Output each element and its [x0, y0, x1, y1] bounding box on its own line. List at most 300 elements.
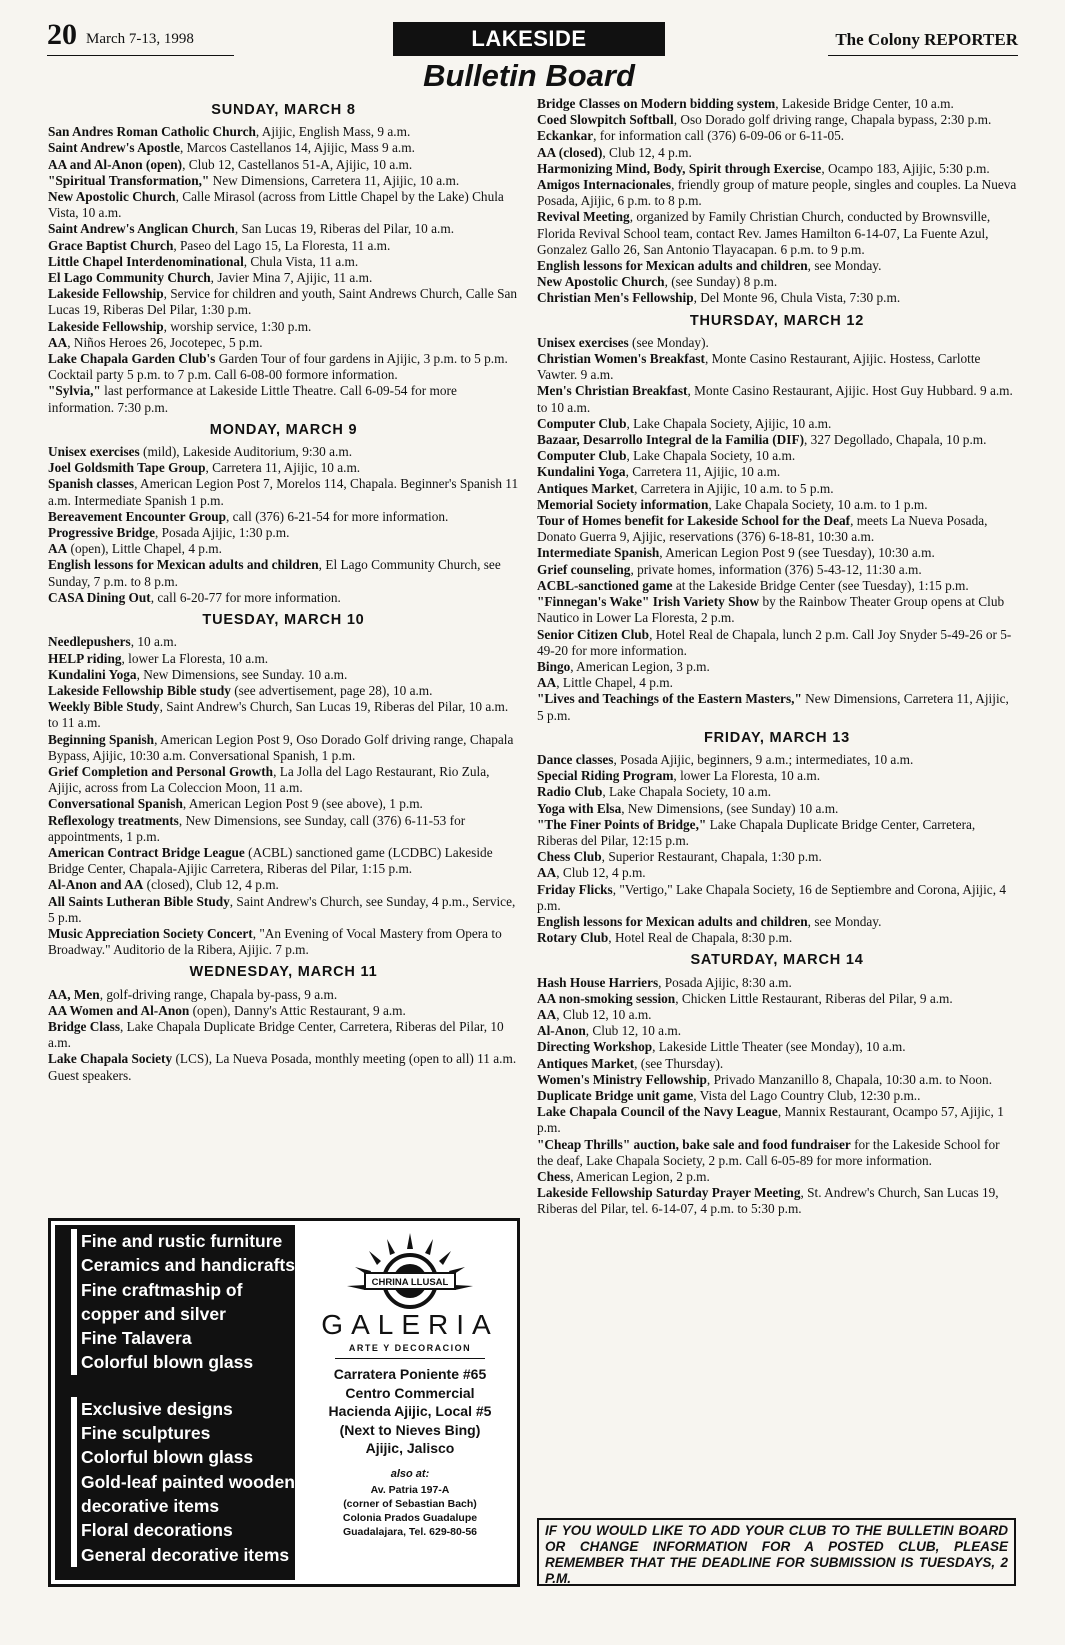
bulletin-entry — [48, 877, 519, 893]
entry-name: New Apostolic Church — [537, 274, 665, 290]
entry-name: AA (closed) — [537, 144, 603, 160]
day-heading: MONDAY, MARCH 9 — [209, 421, 358, 438]
bulletin-entry — [48, 732, 519, 764]
ad-product-item: General decorative items — [81, 1544, 290, 1565]
ad-product-item: Fine craftmaship of — [81, 1279, 243, 1300]
entry-details: at the Lakeside Bridge Center (see Tuesday), 1:15 p.m. — [672, 577, 969, 593]
entry-details: (closed), Club 12, 4 p.m. — [143, 877, 279, 893]
bulletin-entry — [537, 849, 1017, 865]
entry-details: , New Dimensions, see Sunday, call (376) 6-11-53 for appointments, 1 p.m. — [48, 812, 466, 844]
entry-name: Music Appreciation Society Concert — [48, 925, 253, 941]
entry-details: (ACBL) sanctioned game (LCDBC) Lakeside Bridge Center, Chapala-Ajijic Carretera, Riberas del Pilar, 1:15 p.m. — [48, 844, 493, 877]
entry-name: AA — [537, 1006, 557, 1022]
entry-details: last performance at Lakeside Little Theatre. Call 6-09-54 for more information. 7:30 p.m. — [48, 383, 457, 415]
bulletin-entry — [48, 509, 519, 525]
entry-name: AA Women and Al-Anon — [48, 1002, 190, 1018]
logo-text: CHRINA LLUSAL — [371, 1277, 449, 1288]
entry-details: , Marcos Castellanos 14, Ajijic, Mass 9 a.m. — [180, 140, 415, 156]
entry-name: Directing Workshop — [537, 1039, 653, 1055]
entry-name: Tour of Homes benefit for Lakeside School for the Deaf — [537, 513, 851, 529]
entry-details: (open), Little Chapel, 4 p.m. — [67, 541, 222, 557]
bulletin-entry — [48, 124, 519, 140]
bulletin-entry — [537, 784, 1017, 800]
entry-name: AA — [537, 675, 557, 691]
bulletin-entry — [537, 627, 1017, 659]
entry-details: , Club 12, 4 p.m. — [602, 144, 692, 160]
entry-name: Lake Chapala Society — [48, 1051, 173, 1067]
entry-details: , Chicken Little Restaurant, Riberas del Pilar, 9 a.m. — [675, 990, 953, 1006]
bulletin-entry — [537, 1056, 1017, 1072]
entry-name: Hash House Harriers — [537, 974, 659, 990]
entry-details: , Ocampo 183, Ajijic, 5:30 p.m. — [821, 160, 990, 176]
entry-name: Reflexology treatments — [48, 812, 179, 828]
bulletin-entry — [48, 1003, 519, 1019]
bulletin-entry — [48, 764, 519, 796]
entry-name: Antiques Market — [537, 1055, 635, 1071]
entry-name: Computer Club — [537, 448, 627, 464]
entry-details: (see advertisement, page 28), 10 a.m. — [230, 682, 433, 698]
entry-name: Kundalini Yoga — [537, 464, 626, 480]
bulletin-entry — [48, 189, 519, 221]
bulletin-entry — [48, 444, 519, 460]
bulletin-entry — [537, 562, 1017, 578]
entry-details: , golf-driving range, Chapala by-pass, 9 a.m. — [99, 986, 338, 1002]
bulletin-entry — [48, 319, 519, 335]
entry-details: (mild), Lakeside Auditorium, 9:30 a.m. — [139, 444, 353, 460]
page-title: Bulletin Board — [423, 58, 635, 93]
entry-details: , American Legion, 2 p.m. — [570, 1169, 710, 1184]
bulletin-entry — [537, 1023, 1017, 1039]
ad-product-item: Fine Talavera — [81, 1328, 192, 1349]
entry-details: , New Dimensions, (see Sunday) 10 a.m. — [621, 800, 839, 816]
entry-details: , Monte Casino Restaurant, Ajijic. Host Guy Hubbard. 9 a.m. to 10 a.m. — [537, 383, 1013, 415]
entry-name: Harmonizing Mind, Body, Spirit through Exercise — [537, 160, 822, 176]
entry-name: Al-Anon — [537, 1023, 586, 1039]
entry-details: , Lakeside Bridge Center, 10 a.m. — [775, 96, 954, 111]
entry-name: San Andres Roman Catholic Church — [48, 124, 256, 140]
entry-details: , see Monday. — [807, 258, 882, 274]
entry-name: Revival Meeting — [537, 209, 630, 225]
entry-name: Antiques Market — [537, 480, 635, 496]
bulletin-entry — [537, 752, 1017, 768]
ad-product-item: Fine sculptures — [81, 1423, 211, 1444]
bulletin-entry — [537, 1104, 1017, 1136]
bulletin-entry — [537, 1137, 1017, 1169]
bulletin-entry — [48, 987, 519, 1003]
bulletin-entry — [537, 335, 1017, 351]
entry-details: , Niños Heroes 26, Jocotepec, 5 p.m. — [67, 334, 263, 350]
entry-name: Bazaar, Desarrollo Integral de la Familia (DIF) — [537, 432, 805, 448]
bulletin-entry — [48, 1019, 519, 1051]
entry-name: Men's Christian Breakfast — [537, 383, 688, 399]
entry-name: HELP riding — [48, 650, 122, 666]
entry-details: , Vista del Lago Country Club, 12:30 p.m.. — [693, 1087, 921, 1103]
entry-details: , Chula Vista, 11 a.m. — [243, 253, 359, 269]
entry-details: , Lake Chapala Society, 10 a.m. to 1 p.m. — [708, 496, 928, 512]
entry-name: Computer Club — [537, 415, 627, 431]
entry-name: Duplicate Bridge unit game — [537, 1087, 694, 1103]
bulletin-entry — [537, 1185, 1017, 1217]
entry-name: Saint Andrew's Apostle — [48, 140, 181, 156]
ad-also-label: also at: — [390, 1467, 430, 1480]
bulletin-entry — [537, 290, 1017, 306]
entry-name: Women's Ministry Fellowship — [537, 1071, 707, 1087]
deadline-notice: IF YOU WOULD LIKE TO ADD YOUR CLUB TO THE BULLETIN BOARD OR CHANGE INFORMATION FOR A POSTED CLUB, PLEASE REMEMBER THAT THE DEADLINE FOR SUBMISSION IS TUESDAYS, 2 P.M. — [537, 1518, 1016, 1586]
bulletin-entry — [537, 96, 1017, 112]
bulletin-entry — [48, 894, 519, 926]
bulletin-entry — [48, 557, 519, 589]
bulletin-entry — [537, 675, 1017, 691]
entry-details: , see Monday. — [807, 913, 882, 929]
entry-name: AA non-smoking session — [537, 990, 676, 1006]
ad-address-line: Centro Commercial — [345, 1384, 475, 1401]
entry-details: , American Legion, 3 p.m. — [570, 658, 710, 674]
bulletin-entry — [537, 274, 1017, 290]
bulletin-entry — [48, 383, 519, 415]
bulletin-entry — [48, 926, 519, 958]
entry-name: All Saints Lutheran Bible Study — [48, 893, 230, 909]
day-heading: FRIDAY, MARCH 13 — [703, 729, 850, 746]
entry-name: Friday Flicks — [537, 881, 613, 897]
ad-address-line: Colonia Prados Guadalupe — [342, 1511, 478, 1524]
ad-product-item: Colorful blown glass — [81, 1447, 254, 1468]
ad-address-line: Av. Patria 197-A — [370, 1483, 450, 1496]
entry-name: Lakeside Fellowship — [48, 318, 164, 334]
entry-name: Dance classes — [537, 751, 614, 767]
entry-name: Conversational Spanish — [48, 796, 183, 812]
entry-name: "Lives and Teachings of the Eastern Masters," — [537, 691, 802, 707]
entry-details: , Calle Mirasol (across from Little Chapel by the Lake) Chula Vista, 10 a.m. — [48, 189, 504, 221]
entry-name: Eckankar — [537, 128, 594, 144]
bulletin-entry — [537, 882, 1017, 914]
ad-product-item: copper and silver — [81, 1303, 226, 1324]
day-heading: SATURDAY, MARCH 14 — [690, 952, 864, 969]
entry-details: by the Rainbow Theater Group opens at Club Nautico in Lower La Floresta, 2 p.m. — [537, 594, 1005, 626]
entry-name: Radio Club — [537, 784, 603, 800]
entry-name: Bridge Class — [48, 1018, 121, 1034]
entry-name: CASA Dining Out — [48, 589, 151, 605]
entry-details: , La Jolla del Lago Restaurant, Rio Zula, Ajijic, across from La Coleccion Moon, 11 a.m. — [48, 763, 490, 796]
bulletin-entry — [48, 460, 519, 476]
entry-details: , meets La Nueva Posada, Donato Guerra 9, Ajijic, reservations (376) 6-18-81, 10:30 a.m. — [537, 513, 988, 545]
entry-details: , Paseo del Lago 15, La Floresta, 11 a.m. — [173, 237, 391, 253]
bulletin-entry — [537, 594, 1017, 626]
entry-name: New Apostolic Church — [48, 189, 176, 205]
entry-details: , Club 12, Castellanos 51-A, Ajijic, 10 a.m. — [182, 156, 413, 172]
ad-address-line: Carratera Poniente #65 — [333, 1366, 487, 1382]
section-label: LAKESIDE — [393, 22, 665, 56]
entry-name: Beginning Spanish — [48, 731, 155, 747]
entry-name: Amigos Internacionales — [537, 177, 672, 193]
entry-name: "The Finer Points of Bridge," — [537, 816, 707, 832]
entry-details: , for information call (376) 6-09-06 or 6-11-05. — [593, 128, 845, 144]
entry-details: , 327 Degollado, Chapala, 10 p.m. — [804, 432, 987, 448]
bulletin-entry — [48, 699, 519, 731]
ad-address-line: Guadalajara, Tel. 629-80-56 — [342, 1525, 478, 1538]
entry-details: , Posada Ajijic, beginners, 9 a.m.; intermediates, 10 a.m. — [613, 751, 914, 767]
left-column — [48, 96, 519, 1084]
bulletin-entry — [537, 128, 1017, 144]
bulletin-entry — [537, 659, 1017, 675]
entry-name: ACBL-sanctioned game — [537, 577, 673, 593]
bulletin-entry — [537, 991, 1017, 1007]
bulletin-entry — [537, 209, 1017, 258]
entry-details: , Lake Chapala Duplicate Bridge Center, Carretera, Riberas del Pilar, 10 a.m. — [48, 1018, 504, 1051]
entry-name: Al-Anon and AA — [48, 877, 144, 893]
entry-name: Senior Citizen Club — [537, 626, 650, 642]
ad-address-secondary — [303, 1483, 517, 1539]
right-column — [537, 96, 1017, 1218]
entry-name: Progressive Bridge — [48, 525, 155, 541]
day-heading: SUNDAY, MARCH 8 — [211, 102, 356, 118]
bulletin-entry — [48, 1051, 519, 1083]
entry-details: , 10 a.m. — [130, 634, 177, 650]
entry-details: , worship service, 1:30 p.m. — [163, 318, 312, 334]
entry-details: , Privado Manzanillo 8, Chapala, 10:30 a.m. to Noon. — [706, 1071, 993, 1087]
ad-address-line: (corner of Sebastian Bach) — [343, 1497, 477, 1510]
bulletin-entry — [48, 541, 519, 557]
bulletin-entry — [537, 768, 1017, 784]
entry-details: (see Monday). — [628, 334, 709, 350]
entry-name: Lake Chapala Garden Club's — [48, 351, 216, 367]
ad-address — [303, 1365, 517, 1458]
ad-address-line: Ajijic, Jalisco — [365, 1440, 455, 1456]
galeria-advertisement — [48, 1218, 520, 1587]
entry-details: , Del Monte 96, Chula Vista, 7:30 p.m. — [693, 290, 901, 306]
entry-name: Unisex exercises — [537, 334, 629, 350]
ad-product-group-2 — [71, 1397, 295, 1567]
entry-name: Yoga with Elsa — [537, 800, 622, 816]
entry-details: , (see Sunday) 8 p.m. — [664, 274, 778, 290]
ad-tagline: ARTE Y DECORACION — [348, 1343, 472, 1353]
entry-details: , San Lucas 19, Riberas del Pilar, 10 a.m. — [234, 221, 455, 237]
bulletin-entry — [48, 796, 519, 812]
entry-name: Chess Club — [537, 849, 602, 865]
ad-product-item: Ceramics and handicrafts — [81, 1255, 295, 1276]
bulletin-entry — [537, 865, 1017, 881]
ad-product-group-1 — [71, 1229, 295, 1375]
bulletin-entry — [48, 173, 519, 189]
entry-details: , friendly group of mature people, singles and couples. La Nueva Posada, Ajijic, 6 p.m. to 8 p.m. — [537, 177, 1017, 209]
entry-name: Grace Baptist Church — [48, 237, 174, 253]
entry-name: AA — [48, 334, 68, 350]
entry-details: , Monte Casino Restaurant, Ajijic. Hostess, Carlotte Vawter. 9 a.m. — [537, 351, 981, 383]
entry-details: , Little Chapel, 4 p.m. — [556, 675, 673, 691]
entry-name: Lakeside Fellowship Saturday Prayer Meeting — [537, 1185, 801, 1201]
entry-details: (open), Danny's Attic Restaurant, 9 a.m. — [189, 1002, 406, 1018]
bulletin-entry — [48, 221, 519, 237]
entry-name: Bridge Classes on Modern bidding system — [537, 96, 776, 111]
entry-details: New Dimensions, Carretera 11, Ajijic, 5 p.m. — [537, 691, 1009, 723]
bulletin-entry — [48, 335, 519, 351]
bulletin-entry — [537, 432, 1017, 448]
entry-name: Saint Andrew's Anglican Church — [48, 221, 235, 237]
bulletin-entry — [537, 351, 1017, 383]
bulletin-entry — [537, 1088, 1017, 1104]
bulletin-entry — [48, 238, 519, 254]
entry-name: Needlepushers — [48, 634, 131, 650]
entry-name: "Cheap Thrills" auction, bake sale and food fundraiser — [537, 1136, 851, 1152]
ad-product-list — [55, 1225, 295, 1580]
entry-details: , Lake Chapala Society, 10 a.m. — [602, 784, 772, 800]
sun-logo-icon — [335, 1231, 485, 1309]
entry-details: , organized by Family Christian Church, conducted by Brownsville, Florida Revival School team, contact Rev. James Hamilton 6-14-07, La Fuente Azul, Gonzalez Gallo 26, San Antonio Tlayacapan. 6 p.m. to 9 p.m. — [537, 209, 991, 257]
entry-name: Bereavement Encounter Group — [48, 508, 227, 524]
entry-name: Christian Men's Fellowship — [537, 290, 694, 306]
entry-name: Memorial Society information — [537, 496, 709, 512]
entry-name: Little Chapel Interdenominational — [48, 253, 244, 269]
entry-name: American Contract Bridge League — [48, 844, 245, 860]
entry-details: , Club 12, 10 a.m. — [556, 1006, 652, 1022]
bulletin-entry — [537, 112, 1017, 128]
bulletin-entry — [537, 975, 1017, 991]
bulletin-entry — [537, 930, 1017, 946]
entry-name: Intermediate Spanish — [537, 545, 660, 561]
entry-details: , private homes, information (376) 5-43-12, 11:30 a.m. — [630, 561, 922, 577]
paper-name: The Colony REPORTER — [835, 30, 1018, 49]
entry-details: Garden Tour of four gardens in Ajijic, 3 p.m. to 5 p.m. Cocktail party 5 p.m. to 7 p.m. Call 6-08-00 formore information. — [48, 351, 508, 383]
bulletin-entry — [48, 813, 519, 845]
entry-name: Lake Chapala Council of the Navy League — [537, 1104, 778, 1120]
entry-name: AA and Al-Anon (open) — [48, 156, 183, 172]
entry-name: AA, Men — [48, 986, 100, 1002]
entry-name: AA — [537, 865, 557, 881]
entry-name: "Finnegan's Wake" Irish Variety Show — [537, 594, 760, 610]
bulletin-entry — [48, 254, 519, 270]
entry-details: , Club 12, 10 a.m. — [585, 1023, 682, 1039]
bulletin-entry — [537, 464, 1017, 480]
entry-details: , call (376) 6-21-54 for more information. — [226, 508, 449, 524]
entry-name: "Spiritual Transformation," — [48, 172, 210, 188]
bulletin-entry — [537, 145, 1017, 161]
entry-details: , Saint Andrew's Church, see Sunday, 4 p.m., Service, 5 p.m. — [48, 893, 516, 925]
entry-name: English lessons for Mexican adults and children — [537, 913, 808, 929]
bulletin-entry — [537, 416, 1017, 432]
bulletin-entry — [48, 590, 519, 606]
bulletin-entry — [537, 801, 1017, 817]
entry-details: , Carretera in Ajijic, 10 a.m. to 5 p.m. — [634, 480, 834, 496]
entry-details: , lower La Floresta, 10 a.m. — [121, 650, 269, 666]
entry-name: Grief counseling — [537, 561, 631, 577]
masthead — [0, 0, 1065, 110]
entry-details: , "Vertigo," Lake Chapala Society, 16 de Septiembre and Corona, Ajijic, 4 p.m. — [537, 881, 1007, 913]
issue-date: March 7-13, 1998 — [86, 31, 194, 47]
page-number: 20 — [47, 18, 77, 51]
entry-name: Special Riding Program — [537, 768, 674, 784]
entry-name: Kundalini Yoga — [48, 666, 137, 682]
entry-details: , American Legion Post 9 (see Tuesday), 10:30 a.m. — [659, 545, 935, 561]
entry-name: Christian Women's Breakfast — [537, 351, 705, 367]
bulletin-entry — [48, 270, 519, 286]
entry-details: , Hotel Real de Chapala, lunch 2 p.m. Call Joy Snyder 5-49-26 or 5-49-20 for more information. — [537, 626, 1012, 658]
entry-details: , American Legion Post 7, Morelos 114, Chapala. Beginner's Spanish 11 a.m. Intermediate Spanish 1 p.m. — [48, 476, 519, 508]
entry-details: , "An Evening of Vocal Mastery from Opera to Broadway." Auditorio de la Ribera, Ajijic. 7 p.m. — [48, 925, 502, 958]
entry-name: Bingo — [537, 658, 571, 674]
entry-details: , call 6-20-77 for more information. — [150, 589, 341, 605]
entry-name: El Lago Community Church — [48, 270, 211, 286]
entry-details: , (see Thursday). — [634, 1055, 724, 1071]
entry-name: Coed Slowpitch Softball — [537, 112, 674, 128]
right-rule — [828, 55, 1018, 56]
bulletin-entry — [48, 683, 519, 699]
left-rule — [47, 55, 234, 56]
entry-details: , Carretera 11, Ajijic, 10 a.m. — [625, 464, 781, 480]
entry-name: Lakeside Fellowship — [48, 286, 164, 302]
entry-details: , American Legion Post 9 (see above), 1 p.m. — [182, 796, 423, 812]
bulletin-entry — [537, 578, 1017, 594]
ad-product-item: Fine and rustic furniture — [81, 1231, 283, 1251]
bulletin-entry — [48, 634, 519, 650]
bulletin-entry — [537, 448, 1017, 464]
entry-details: , Mannix Restaurant, Ocampo 57, Ajijic, 1 p.m. — [537, 1104, 1004, 1136]
entry-name: Spanish classes — [48, 476, 135, 492]
ad-info — [303, 1225, 517, 1580]
entry-name: English lessons for Mexican adults and children — [48, 557, 319, 573]
entry-details: Lake Chapala Duplicate Bridge Center, Carretera, Riberas del Pilar, 12:15 p.m. — [537, 816, 976, 848]
bulletin-entry — [48, 157, 519, 173]
entry-details: New Dimensions, Carretera 11, Ajijic, 10 a.m. — [209, 172, 460, 188]
bulletin-entry — [537, 1169, 1017, 1185]
day-heading: THURSDAY, MARCH 12 — [689, 312, 865, 329]
bulletin-entry — [537, 817, 1017, 849]
day-heading: WEDNESDAY, MARCH 11 — [189, 964, 378, 981]
entry-details: , American Legion Post 9, Oso Dorado Golf driving range, Chapala Bypass, Ajijic, 10:30 a.m. Conversational Spanish, 1 p.m. — [48, 731, 514, 763]
bulletin-entry — [537, 513, 1017, 545]
ad-product-item: Exclusive designs — [81, 1398, 233, 1419]
entry-name: Grief Completion and Personal Growth — [48, 763, 274, 779]
ad-product-item: Gold-leaf painted wooden — [81, 1471, 295, 1492]
entry-details: , St. Andrew's Church, San Lucas 19, Riberas del Pilar, tel. 6-14-07, 4 p.m. to 5:30 p.m. — [537, 1185, 999, 1217]
entry-name: Unisex exercises — [48, 444, 140, 460]
ad-address-line: Hacienda Ajijic, Local #5 — [328, 1403, 492, 1419]
entry-name: "Sylvia," — [48, 383, 101, 399]
entry-details: , Saint Andrew's Church, San Lucas 19, Riberas del Pilar, 10 a.m. to 11 a.m. — [48, 699, 509, 731]
entry-details: , Oso Dorado golf driving range, Chapala bypass, 2:30 p.m. — [673, 112, 992, 128]
entry-details: , Javier Mina 7, Ajijic, 11 a.m. — [210, 270, 373, 286]
bulletin-entry — [537, 545, 1017, 561]
bulletin-entry — [537, 691, 1017, 723]
entry-details: , Service for children and youth, Saint Andrews Church, Calle San Lucas 19, Riberas Del Pilar, 1:30 p.m. — [48, 286, 518, 318]
entry-details: , Lakeside Little Theater (see Monday), 10 a.m. — [652, 1039, 906, 1055]
entry-details: , New Dimensions, see Sunday. 10 a.m. — [136, 666, 348, 682]
entry-details: , Carretera 11, Ajijic, 10 a.m. — [205, 460, 361, 476]
entry-name: English lessons for Mexican adults and children — [537, 258, 808, 274]
bulletin-entry — [537, 1007, 1017, 1023]
entry-details: , Posada Ajijic, 8:30 a.m. — [658, 974, 792, 990]
entry-details: , Club 12, 4 p.m. — [556, 865, 646, 881]
entry-name: AA — [48, 541, 68, 557]
bulletin-entry — [537, 161, 1017, 177]
entry-details: , Lake Chapala Society, 10 a.m. — [626, 448, 796, 464]
entry-details: , lower La Floresta, 10 a.m. — [673, 768, 821, 784]
entry-details: for the Lakeside School for the deaf, Lake Chapala Society, 2 p.m. Call 6-05-89 for more information. — [537, 1136, 1000, 1168]
bulletin-entry — [537, 914, 1017, 930]
ad-product-item: Floral decorations — [81, 1520, 233, 1541]
entry-details: , Hotel Real de Chapala, 8:30 p.m. — [608, 930, 793, 946]
entry-details: , Ajijic, English Mass, 9 a.m. — [255, 124, 411, 140]
bulletin-entry — [537, 1039, 1017, 1055]
ad-divider — [335, 1358, 485, 1359]
bulletin-entry — [537, 497, 1017, 513]
bulletin-entry — [48, 845, 519, 877]
entry-details: , Lake Chapala Society, Ajijic, 10 a.m. — [626, 415, 832, 431]
bulletin-entry — [48, 651, 519, 667]
ad-brand: GALERIA — [321, 1309, 499, 1340]
entry-name: Rotary Club — [537, 930, 609, 946]
bulletin-entry — [48, 286, 519, 318]
entry-name: Weekly Bible Study — [48, 699, 160, 715]
bulletin-entry — [48, 667, 519, 683]
